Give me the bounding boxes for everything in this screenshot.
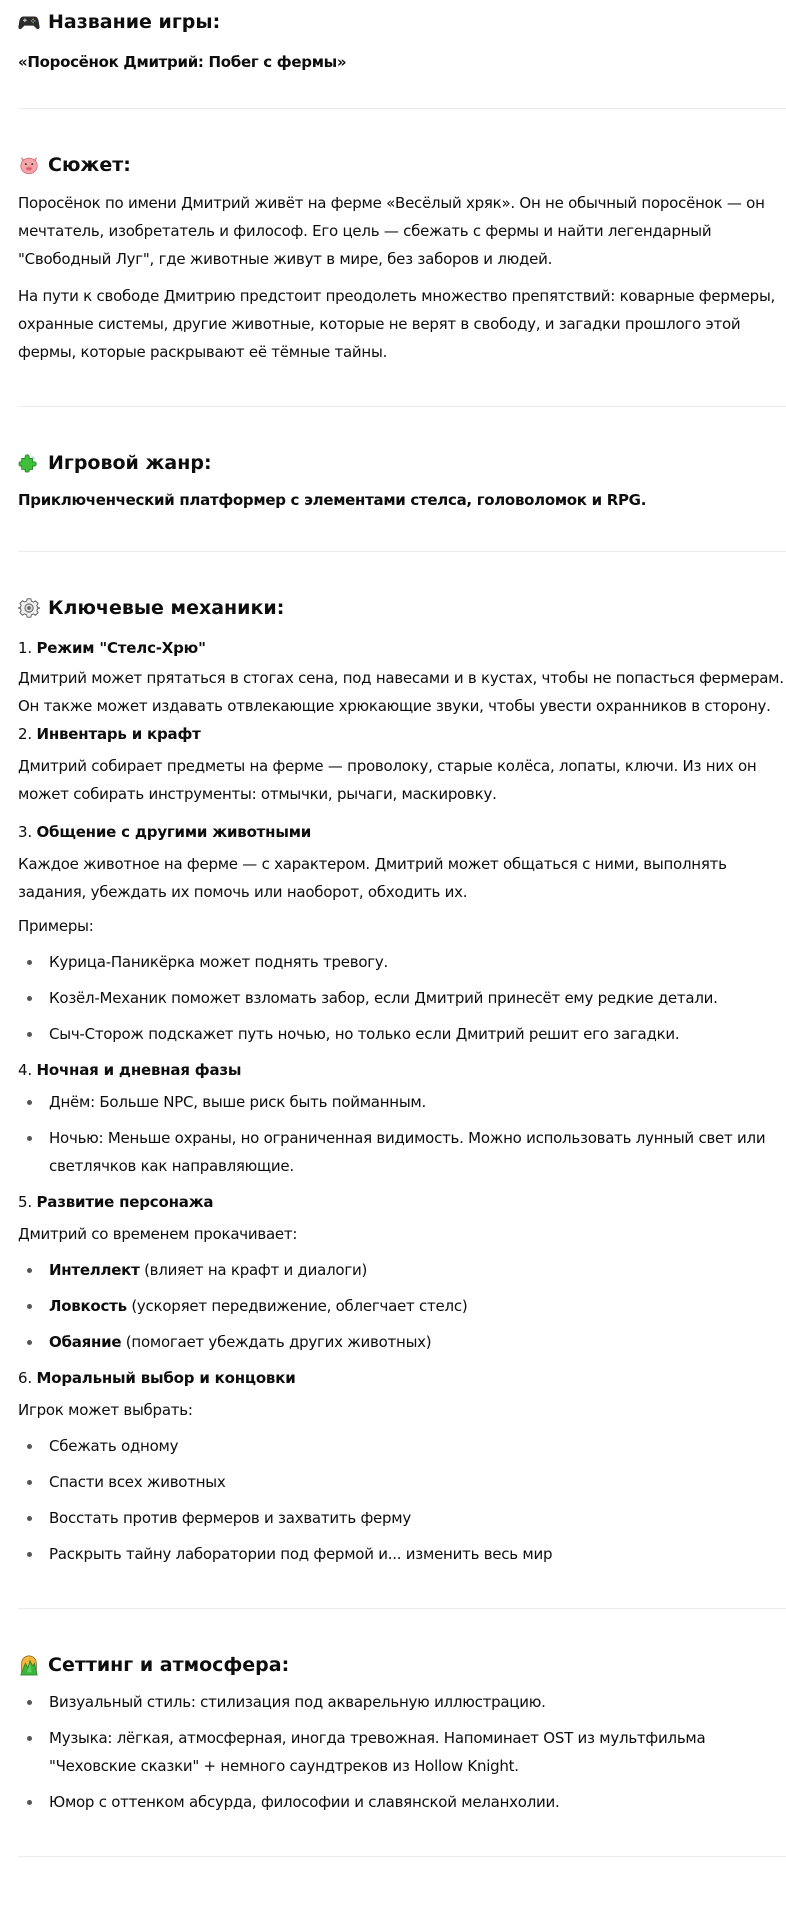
- section-mechanics: [18, 552, 786, 1568]
- section-setting: [18, 1609, 786, 1816]
- mechanic-number: 3.: [18, 823, 32, 841]
- list-item: Юмор с оттенком абсурда, философии и славянской меланхолии.: [18, 1788, 786, 1816]
- plot-paragraph: Поросёнок по имени Дмитрий живёт на ферме «Весёлый хряк». Он не обычный поросёнок — он мечтатель, изобретатель и философ. Его цель — сбежать с фермы и найти легендарный "Свободный Луг", где животные живут в мире, без заборов и людей.: [18, 194, 765, 268]
- heading-genre: [18, 449, 786, 477]
- mechanic-intro: Примеры:: [18, 917, 94, 935]
- stat-name: Интеллект: [49, 1261, 140, 1279]
- mechanic-item: [18, 820, 786, 1048]
- setting-list: [18, 1688, 786, 1816]
- mechanic-item: [18, 1058, 786, 1180]
- genre-value: Приключенческий платформер с элементами стелса, головоломок и RPG.: [18, 491, 647, 509]
- stat-desc: (влияет на крафт и диалоги): [139, 1261, 368, 1279]
- mechanic-item: [18, 1366, 786, 1568]
- mechanic-item: [18, 722, 786, 808]
- list-item: Козёл-Механик поможет взломать забор, если Дмитрий принесёт ему редкие детали.: [18, 984, 786, 1012]
- heading-plot: [18, 151, 786, 179]
- list-item: Днём: Больше NPC, выше риск быть пойманным.: [18, 1088, 786, 1116]
- gear-icon: [18, 597, 40, 619]
- heading-text: Сюжет:: [48, 154, 131, 176]
- mechanic-number: 4.: [18, 1061, 32, 1079]
- mechanic-intro: Игрок может выбрать:: [18, 1401, 193, 1419]
- mechanic-number: 5.: [18, 1193, 32, 1211]
- list-item: [18, 1292, 786, 1320]
- phases-list: [18, 1088, 786, 1180]
- mechanic-title: [18, 1190, 786, 1214]
- mechanic-title: [18, 1366, 786, 1390]
- mechanic-number: 1.: [18, 639, 32, 657]
- list-item: Сбежать одному: [18, 1432, 786, 1460]
- mechanic-title-text: Общение с другими животными: [36, 823, 312, 841]
- puzzle-piece-icon: [18, 452, 40, 474]
- mechanic-title-text: Инвентарь и крафт: [36, 725, 201, 743]
- mechanic-title-text: Моральный выбор и концовки: [36, 1369, 296, 1387]
- mechanic-title: [18, 636, 786, 660]
- examples-list: [18, 948, 786, 1048]
- heading-text: Игровой жанр:: [48, 452, 212, 474]
- heading-mechanics: [18, 594, 786, 622]
- video-game-controller-icon: [18, 11, 40, 33]
- mechanic-title: [18, 722, 786, 746]
- divider: [18, 1856, 786, 1857]
- section-genre: [18, 407, 786, 514]
- stat-desc: (ускоряет передвижение, облегчает стелс): [126, 1297, 468, 1315]
- heading-text: Сеттинг и атмосфера:: [48, 1654, 290, 1676]
- pig-face-icon: [18, 154, 40, 176]
- list-item: Ночью: Меньше охраны, но ограниченная видимость. Можно использовать лунный свет или светлячков как направляющие.: [18, 1124, 786, 1180]
- stat-name: Обаяние: [49, 1333, 122, 1351]
- document: [18, 0, 786, 1857]
- mechanic-title-text: Ночная и дневная фазы: [36, 1061, 242, 1079]
- list-item: [18, 1328, 786, 1356]
- list-item: Курица-Паникёрка может поднять тревогу.: [18, 948, 786, 976]
- mechanic-title-text: Развитие персонажа: [36, 1193, 214, 1211]
- game-title-value: «Поросёнок Дмитрий: Побег с фермы»: [18, 53, 347, 71]
- mechanic-number: 6.: [18, 1369, 32, 1387]
- list-item: Сыч-Сторож подскажет путь ночью, но только если Дмитрий решит его загадки.: [18, 1020, 786, 1048]
- heading-text: Ключевые механики:: [48, 597, 285, 619]
- heading-game-title: [18, 8, 786, 36]
- heading-text: Название игры:: [48, 11, 221, 33]
- stat-desc: (помогает убеждать других животных): [121, 1333, 432, 1351]
- mechanic-item: [18, 636, 786, 720]
- list-item: Раскрыть тайну лаборатории под фермой и... изменить весь мир: [18, 1540, 786, 1568]
- mechanic-title-text: Режим "Стелс-Хрю": [36, 639, 206, 657]
- mechanic-text: Каждое животное на ферме — с характером. Дмитрий может общаться с ними, выполнять задания, убеждать их помочь или наоборот, обходить их.: [18, 855, 727, 901]
- section-game-title: [18, 0, 786, 76]
- list-item: [18, 1256, 786, 1284]
- mechanic-intro: Дмитрий со временем прокачивает:: [18, 1225, 298, 1243]
- list-item: Восстать против фермеров и захватить ферму: [18, 1504, 786, 1532]
- list-item: Визуальный стиль: стилизация под акварельную иллюстрацию.: [18, 1688, 786, 1716]
- mechanic-title: [18, 820, 786, 844]
- sunrise-over-mountains-icon: [18, 1654, 40, 1676]
- plot-paragraph: На пути к свободе Дмитрию предстоит преодолеть множество препятствий: коварные фермеры, охранные системы, другие животные, которые не верят в свободу, и загадки прошлого этой фермы, которые раскрывают её тёмные тайны.: [18, 287, 776, 361]
- mechanic-item: [18, 1190, 786, 1356]
- mechanic-number: 2.: [18, 725, 32, 743]
- section-plot: [18, 109, 786, 366]
- list-item: Спасти всех животных: [18, 1468, 786, 1496]
- mechanic-text: Дмитрий может прятаться в стогах сена, под навесами и в кустах, чтобы не попасться фермерам. Он также может издавать отвлекающие хрюкающие звуки, чтобы увести охранников в сторону.: [18, 669, 784, 715]
- stats-list: [18, 1256, 786, 1356]
- heading-setting: [18, 1651, 786, 1679]
- list-item: Музыка: лёгкая, атмосферная, иногда тревожная. Напоминает OST из мультфильма "Чеховские сказки" + немного саундтреков из Hollow Knight.: [18, 1724, 786, 1780]
- mechanic-title: [18, 1058, 786, 1082]
- endings-list: [18, 1432, 786, 1568]
- mechanic-text: Дмитрий собирает предметы на ферме — проволоку, старые колёса, лопаты, ключи. Из них он может собирать инструменты: отмычки, рычаги, маскировку.: [18, 757, 757, 803]
- stat-name: Ловкость: [49, 1297, 127, 1315]
